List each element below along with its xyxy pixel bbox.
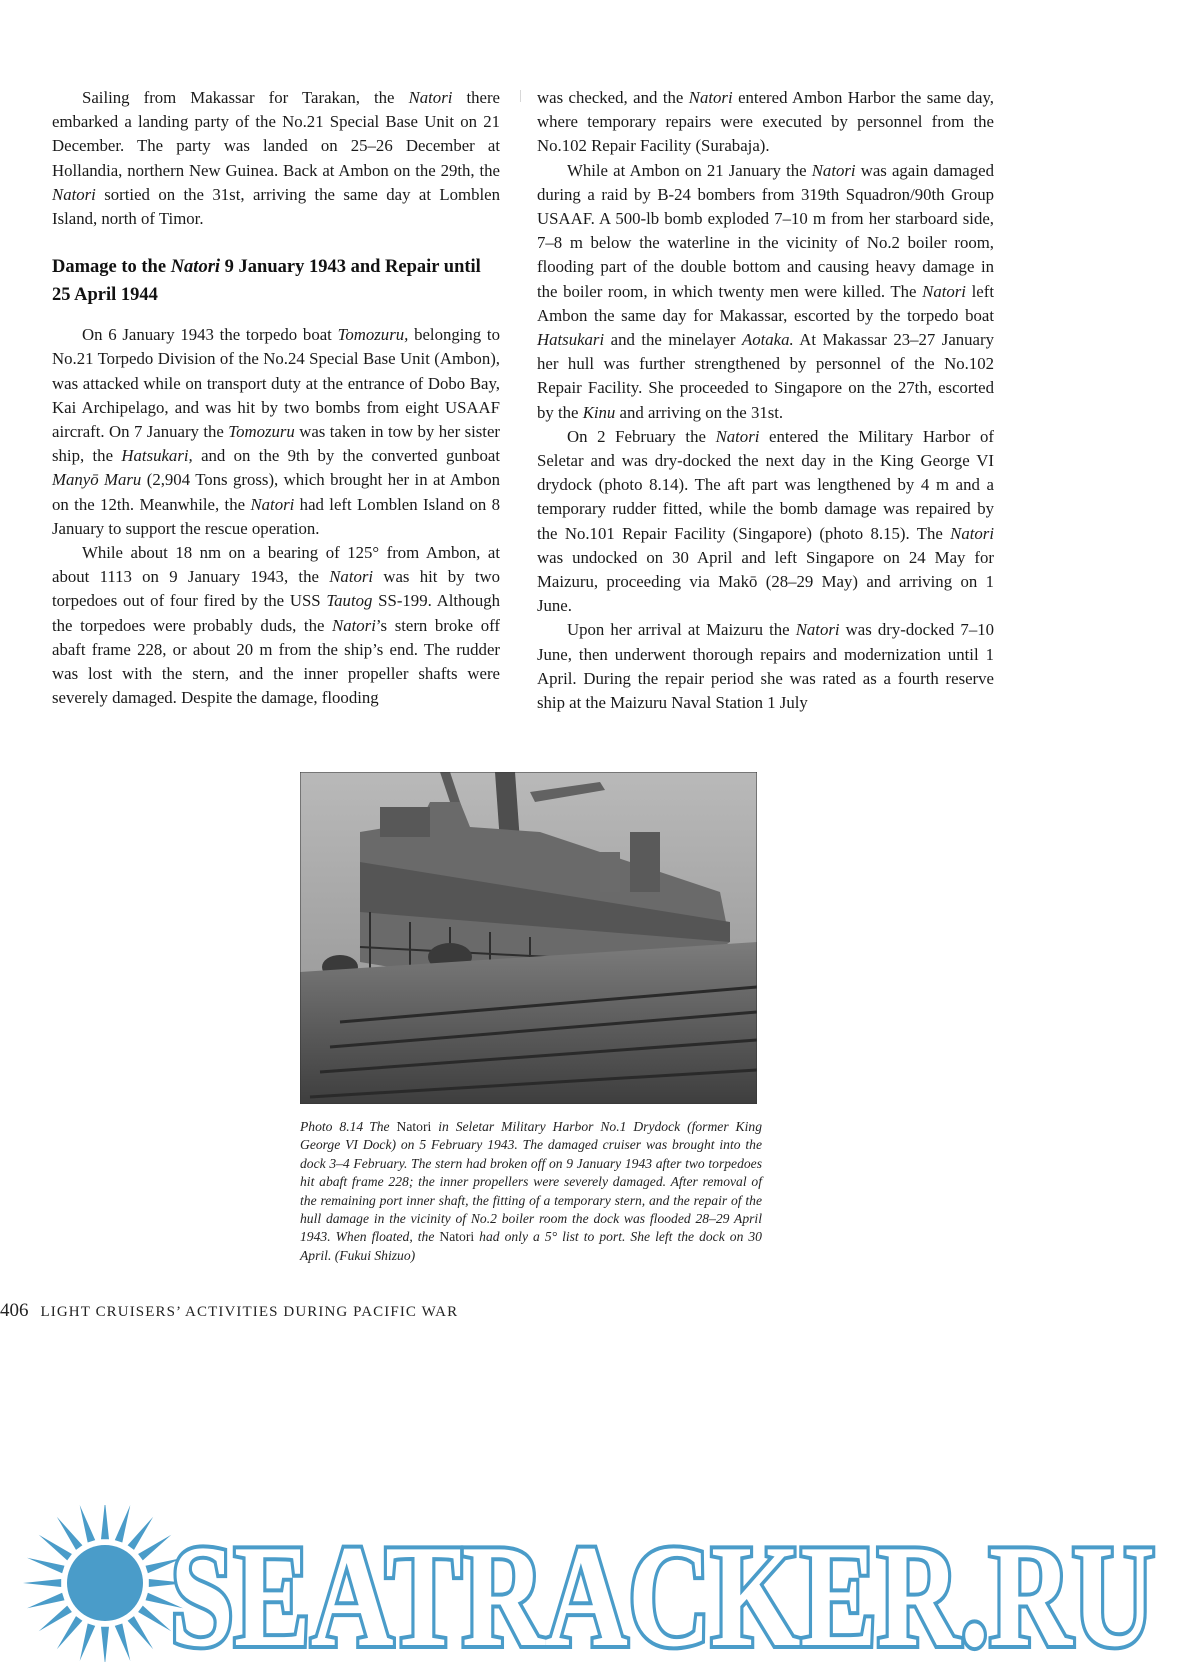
sun-ray bbox=[39, 1606, 72, 1632]
sun-ray bbox=[23, 1579, 61, 1587]
left-column bbox=[52, 86, 500, 710]
sun-ray bbox=[101, 1505, 109, 1539]
sun-icon bbox=[23, 1505, 187, 1662]
sun-ray bbox=[39, 1535, 72, 1561]
right-paragraph-3: On 2 February the Natori entered the Military Harbor of Seletar and was dry-docked the next day in the King George VI drydock (photo 8.14). The aft part was lengthened by 4 m and a temporary rudder fitted, while the bomb damage was repaired by the No.101 Repair Facility (Singapore) (photo 8.15). The Natori was undocked on 30 April and left Singapore on 24 May for Maizuru, proceeding via Makō (28–29 May) and arriving on 1 June. bbox=[537, 426, 995, 616]
sun-ray bbox=[27, 1593, 65, 1609]
right-paragraph-2: While at Ambon on 21 January the Natori was again damaged during a raid by B-24 bombers from 319th Squadron/90th Group USAAF. A 500-lb bomb exploded 7–10 m from her starboard side, 7–8 m below the waterline in the vicinity of No.2 boiler room, flooding part of the double bottom and causing heavy damage in the boiler room, in which twenty men were killed. The Natori left Ambon the same day for Makassar, escorted by the torpedo boat Hatsukari and the minelayer Aotaka. At Makassar 23–27 January her hull was further strengthened by personnel of the No.102 Repair Facility. She proceeded to Singapore on the 27th, escorted by the Kinu and arriving on the 31st. bbox=[537, 160, 994, 422]
sun-ray bbox=[128, 1517, 154, 1550]
sun-ray bbox=[115, 1624, 131, 1662]
right-paragraph-1: was checked, and the Natori entered Ambon Harbor the same day, where temporary repairs were executed by personnel from the No.102 Repair Facility (Surabaja). bbox=[537, 88, 994, 156]
sun-ray bbox=[101, 1627, 109, 1662]
sun-ray bbox=[80, 1624, 96, 1662]
right-column bbox=[537, 86, 994, 715]
sun-ray bbox=[115, 1505, 131, 1543]
watermark-text: SEATRACKER.RU bbox=[170, 1515, 1155, 1662]
page-number: 406 bbox=[0, 1300, 29, 1321]
sun-ray bbox=[27, 1558, 65, 1574]
sun-ray bbox=[80, 1505, 96, 1543]
sun-ray bbox=[57, 1616, 83, 1649]
running-title: LIGHT CRUISERS’ ACTIVITIES DURING PACIFIC WAR bbox=[40, 1304, 459, 1320]
left-paragraph-3: While about 18 nm on a bearing of 125° from Ambon, at about 1113 on 9 January 1943, the Natori was hit by two torpedoes out of four fired by the USS Tautog SS-199. Although the torpedoes were probably duds, the Natori’s stern broke off abaft frame 228, or about 20 m from the ship’s end. The rudder was lost with the stern, and the inner propeller shafts were severely damaged. Despite the damage, flooding bbox=[52, 543, 500, 708]
photo-caption bbox=[300, 1118, 762, 1265]
sun-ray bbox=[57, 1517, 83, 1550]
right-paragraph-4: Upon her arrival at Maizuru the Natori was dry-docked 7–10 June, then underwent thorough repairs and modernization until 1 April. During the repair period she was rated as a fourth reserve ship at the Maizuru Naval Station 1 July bbox=[537, 620, 994, 713]
caption-text: The Natori in Seletar Military Harbor No.1 Drydock (former King George VI Dock) on 5 February 1943. The damaged cruiser was brought into the dock 3–4 February. The stern had broken off on 9 January 1943 after two torpedoes hit abaft frame 228; the inner propellers were severely damaged. After removal of the remaining port inner shaft, the fitting of a temporary stern, and the repair of the hull damage in the vicinity of No.2 boiler room the dock was flooded 28–29 April 1943. When floated, the Natori had only a 5° list to port. She left the dock on 30 April. (Fukui Shizuo) bbox=[300, 1119, 762, 1263]
page-footer bbox=[0, 1300, 700, 1322]
sun-ray bbox=[128, 1616, 154, 1649]
left-paragraph-2: On 6 January 1943 the torpedo boat Tomozuru, belonging to No.21 Torpedo Division of the No.24 Special Base Unit (Ambon), was attacked while on transport duty at the entrance of Dobo Bay, Kai Archipelago, and was hit by two bombs from eight USAAF aircraft. On 7 January the Tomozuru was taken in tow by her sister ship, the Hatsukari, and on the 9th by the converted gunboat Manyō Maru (2,904 Tons gross), which brought her in at Ambon on the 12th. Meanwhile, the Natori had left Lomblen Island on 8 January to support the rescue operation. bbox=[52, 325, 501, 538]
section-heading: Damage to the Natori 9 January 1943 and Repair until 25 April 1944 bbox=[52, 257, 481, 306]
watermark bbox=[0, 1505, 1179, 1662]
column-divider-mark bbox=[520, 90, 521, 102]
left-paragraph-1: Sailing from Makassar for Tarakan, the Natori there embarked a landing party of the No.21 Special Base Unit on 21 December. The party was landed on 25–26 December at Hollandia, northern New Guinea. Back at Ambon on the 29th, the Natori sortied on the 31st, arriving the same day at Lomblen Island, north of Timor. bbox=[52, 88, 500, 229]
caption-label: Photo 8.14 bbox=[300, 1119, 364, 1134]
sun-ray bbox=[138, 1535, 171, 1561]
sun-ray bbox=[138, 1606, 171, 1632]
ship-in-drydock-photo bbox=[300, 772, 757, 1104]
